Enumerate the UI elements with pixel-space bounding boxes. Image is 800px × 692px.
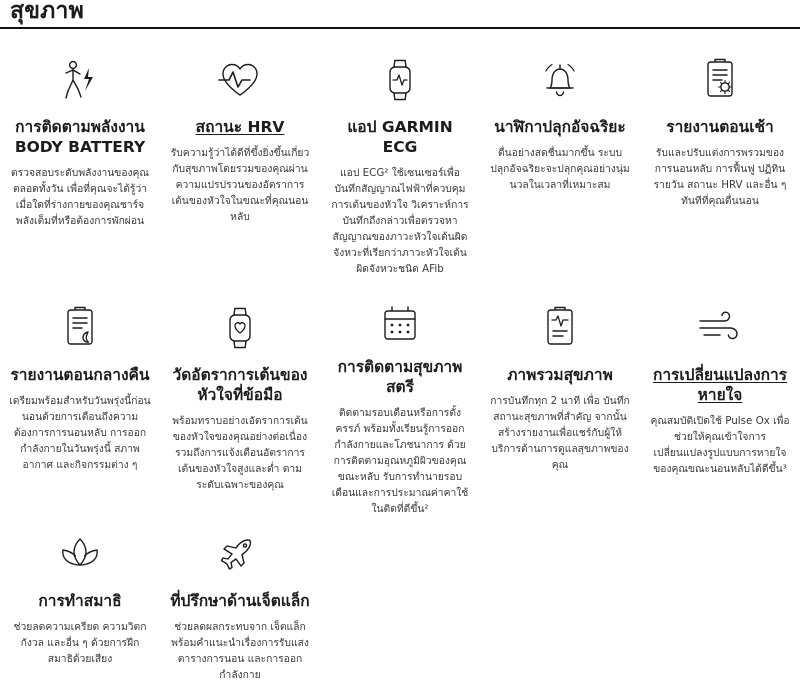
card-description: เตรียมพร้อมสำหรับวันพรุ่งนี้ก่อนนอนด้วยการเตือนถึงความต้องการการนอนหลับ การออกกำลังกายในวันพรุ่งนี้ สภาพอากาศ และกิจกรรมต่าง ๆ bbox=[9, 395, 151, 471]
card-title: วัดอัตราการเต้นของหัวใจที่ข้อมือ bbox=[172, 366, 308, 405]
card-description: ตรวจสอบระดับพลังงานของคุณตลอดทั้งวัน เพื่อที่คุณจะได้รู้ว่าเมื่อใดที่ร่างกายของคุณชาร์จพลังเต็มที่หรือต้องการพักผ่อน bbox=[11, 167, 149, 228]
feature-card-empty bbox=[480, 519, 640, 692]
health-snapshot-icon bbox=[541, 303, 579, 353]
wrist-heart-rate-icon bbox=[222, 303, 258, 353]
card-description: ตื่นอย่างสดชื่นมากขึ้น ระบบปลุกอัจฉริยะจะปลุกคุณอย่างนุ่มนวลในเวลาที่เหมาะสม bbox=[490, 147, 630, 192]
feature-row-1 bbox=[0, 29, 800, 291]
feature-card bbox=[160, 519, 320, 692]
card-title: รายงานตอนกลางคืน bbox=[10, 366, 150, 384]
feature-card bbox=[0, 29, 160, 291]
card-description: ช่วยลดความเครียด ความวิตกกังวล และอื่น ๆ ด้วยการฝึกสมาธิด้วยเสียง bbox=[13, 621, 147, 666]
feature-card bbox=[480, 29, 640, 291]
card-title[interactable]: สถานะ HRV bbox=[195, 118, 285, 136]
page-title: สุขภาพ bbox=[10, 0, 84, 24]
card-description: ติดตามรอบเดือนหรือการตั้งครรภ์ พร้อมทั้งเรียนรู้การออกกำลังกายและโภชนาการ ด้วยการติดตามอุณหภูมิผิวของคุณขณะหลับ รับการทำนายรอบเดือนและการประมาณค่าคาใช้ในติดที่ดีขึ้น² bbox=[331, 407, 469, 515]
feature-card bbox=[640, 29, 800, 291]
card-description: การบันทึกทุก 2 นาที เพื่อ บันทึกสถานะสุขภาพที่สำคัญ จากนั้นสร้างรายงานเพื่อแชร์กับผู้ให้บริการด้านการดูแลสุขภาพของคุณ bbox=[490, 395, 630, 471]
body-battery-icon bbox=[59, 55, 101, 105]
night-report-icon bbox=[61, 303, 99, 353]
feature-card bbox=[160, 291, 320, 519]
feature-card bbox=[320, 29, 480, 291]
morning-report-icon bbox=[701, 55, 739, 105]
card-description: รับความรู้ว่าได้ดีที่ขึ้งยิ่งขึ้นเกี่ยวกับสุขภาพโดยรวมของคุณผ่านความแปรปรวนของอัตราการเต้นของหัวใจในขณะที่คุณนอนหลับ bbox=[170, 147, 310, 223]
card-title[interactable]: การเปลี่ยนแปลงการหายใจ bbox=[652, 366, 788, 405]
card-title: รายงานตอนเช้า bbox=[666, 118, 774, 136]
card-description: คุณสมบัติเปิดใช้ Pulse Ox เพื่อช่วยให้คุณเข้าใจการเปลี่ยนแปลงรูปแบบการหายใจของคุณขณะนอนหลับได้ดีขึ้น³ bbox=[650, 415, 790, 476]
card-description: ช่วยลดผลกระทบจาก เจ็ตแล็ก พร้อมคำแนะนำเรื่องการรับแสง ตารางการนอน และการออกกำลังกาย bbox=[171, 621, 309, 681]
heart-pulse-icon bbox=[217, 55, 263, 105]
card-description: รับและปรับแต่งการพรวมของการนอนหลับ การฟื้นฟู ปฏิทินรายวัน สถานะ HRV และอื่น ๆ ทันทีที่คุณตื่นนอน bbox=[653, 147, 787, 207]
card-title: นาฬิกาปลุกอัจฉริยะ bbox=[494, 118, 626, 136]
card-title: การทำสมาธิ bbox=[38, 592, 122, 610]
feature-card-empty bbox=[320, 519, 480, 692]
card-description: พร้อมทราบอย่างเอัตราการเต้นของหัวใจของคุณอย่างต่อเนื่อง รวมถึงการแจ้งเตือนอัตราการเต้นของหัวใจสูงและต่ำ ตามระดับเฉพาะของคุณ bbox=[172, 415, 308, 492]
feature-card bbox=[480, 291, 640, 519]
card-description: แอป ECG² ใช้เซนเซอร์เพื่อบันทึกสัญญาณไฟฟ้าที่ควบคุมการเต้นของหัวใจ วิเคราะห์การบันทึกถึงกล่าวเพื่อตรวจหาสัญญาณของภาวะหัวใจเต้นผิดจังหวะที่เรียกว่าภาวะหัวใจเต้นผิดจังหวะชนิด AFib bbox=[331, 167, 469, 275]
feature-card-empty bbox=[640, 519, 800, 692]
breathing-icon bbox=[696, 303, 744, 353]
card-title: ที่ปรึกษาด้านเจ็ตแล็ก bbox=[170, 592, 310, 610]
womens-health-icon bbox=[379, 303, 421, 345]
smart-alarm-icon bbox=[539, 55, 581, 105]
card-title: ภาพรวมสุขภาพ bbox=[507, 366, 613, 384]
card-title: การติดตามสุขภาพสตรี bbox=[337, 358, 463, 397]
meditation-icon bbox=[57, 529, 103, 579]
jetlag-advisor-icon bbox=[218, 529, 262, 579]
feature-card bbox=[160, 29, 320, 291]
card-title: การติดตามพลังงาน BODY BATTERY bbox=[14, 118, 146, 157]
feature-card bbox=[0, 519, 160, 692]
feature-card bbox=[640, 291, 800, 519]
feature-card bbox=[320, 291, 480, 519]
feature-row-3 bbox=[0, 519, 800, 692]
watch-ecg-icon bbox=[382, 55, 418, 105]
feature-row-2 bbox=[0, 291, 800, 519]
card-title: แอป GARMIN ECG bbox=[347, 118, 453, 157]
feature-card bbox=[0, 291, 160, 519]
